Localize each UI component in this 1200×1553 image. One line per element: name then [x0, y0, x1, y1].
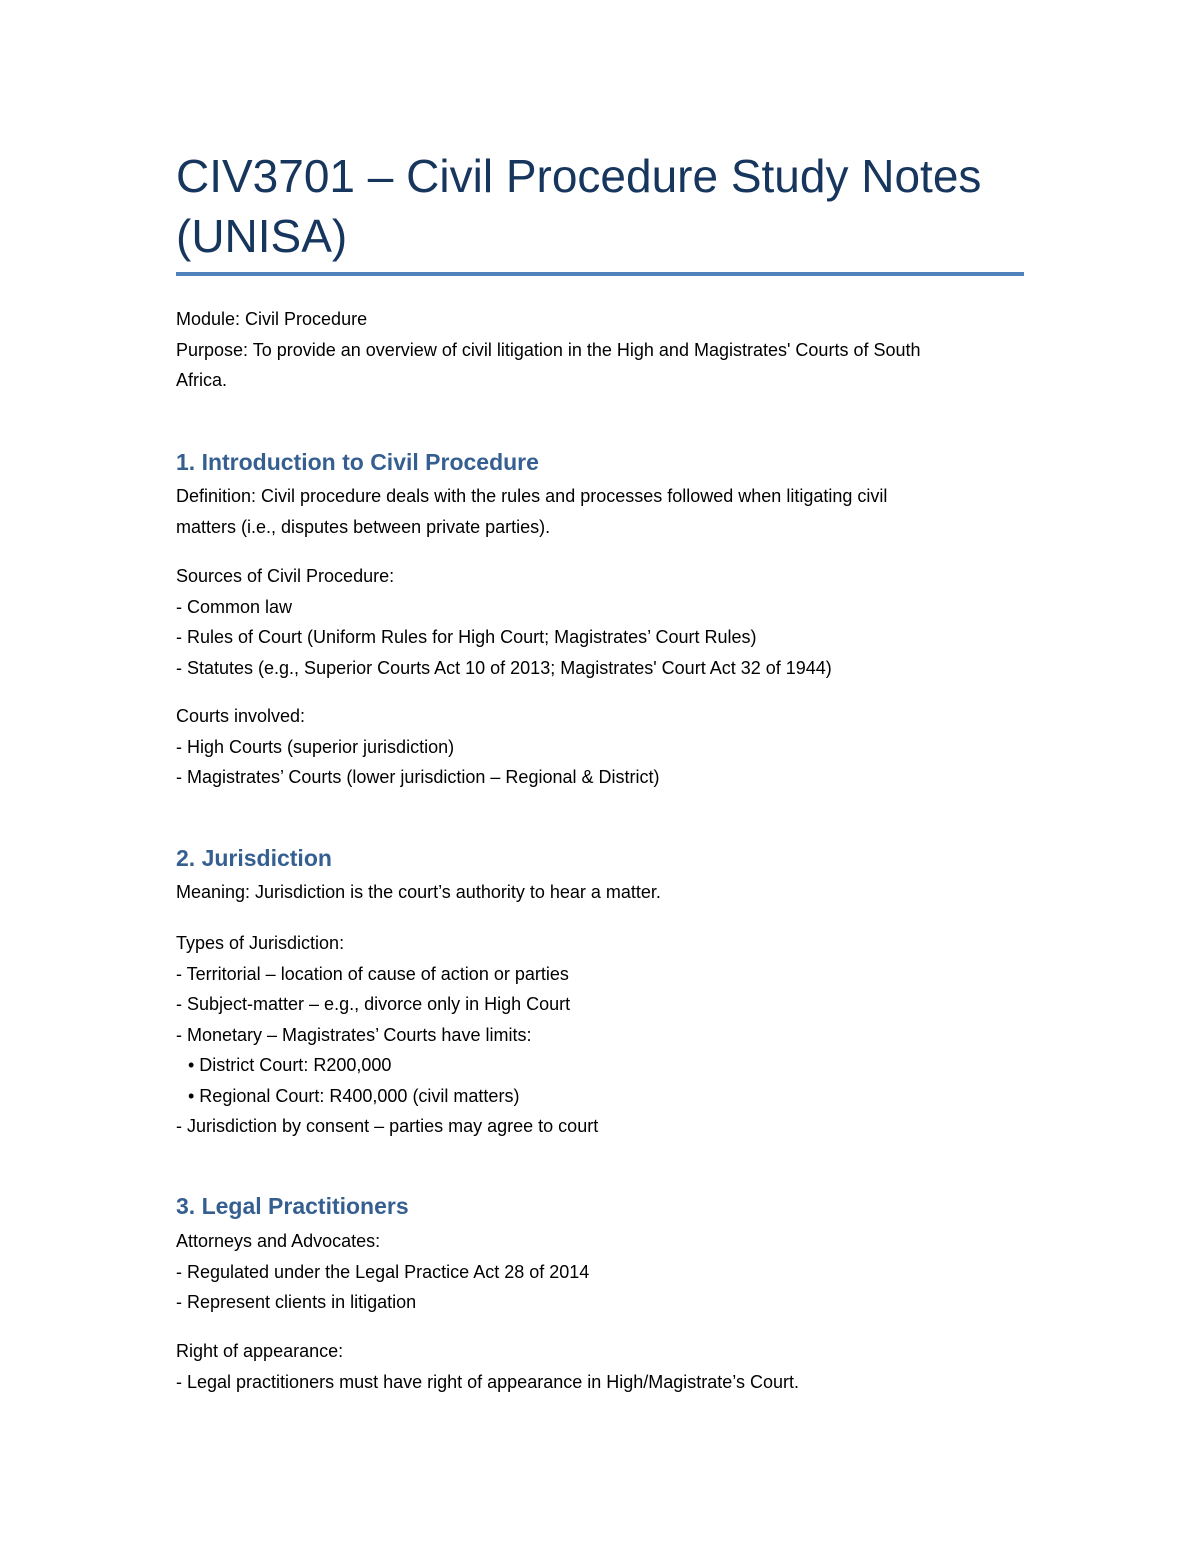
list-item: - Territorial – location of cause of action or parties	[176, 963, 569, 984]
purpose-line-2: Africa.	[176, 370, 228, 390]
section-2-types	[176, 928, 1024, 1142]
definition-line-2: matters (i.e., disputes between private parties).	[176, 516, 551, 537]
attorneys-label: Attorneys and Advocates:	[176, 1231, 381, 1251]
list-item: - Statutes (e.g., Superior Courts Act 10 of 2013; Magistrates' Court Act 32 of 1944)	[176, 657, 832, 678]
purpose-line-1: Purpose: To provide an overview of civil litigation in the High and Magistrates' Courts of South	[176, 339, 921, 360]
section-3-attorneys	[176, 1226, 1024, 1318]
list-item: - Legal practitioners must have right of appearance in High/Magistrate’s Court.	[176, 1371, 799, 1392]
section-1-definition	[176, 481, 1024, 542]
title-underline-rule	[176, 272, 1024, 276]
title-line-1: CIV3701 – Civil Procedure Study Notes	[176, 150, 982, 202]
title-line-2: (UNISA)	[176, 210, 348, 262]
list-item: - Regulated under the Legal Practice Act 28 of 2014	[176, 1261, 590, 1282]
section-2-heading: 2. Jurisdiction	[176, 845, 332, 871]
section-3-heading: 3. Legal Practitioners	[176, 1193, 409, 1219]
list-subitem: • Regional Court: R400,000 (civil matters)	[188, 1085, 520, 1106]
section-3-appearance	[176, 1336, 1024, 1397]
section-2-meaning	[176, 877, 1024, 908]
list-item: - Rules of Court (Uniform Rules for High Court; Magistrates’ Court Rules)	[176, 627, 757, 647]
courts-label: Courts involved:	[176, 706, 306, 726]
section-1-sources	[176, 561, 1024, 683]
module-line: Module: Civil Procedure	[176, 309, 368, 329]
list-item: - High Courts (superior jurisdiction)	[176, 736, 455, 757]
types-label: Types of Jurisdiction:	[176, 933, 345, 953]
definition-line-1: Definition: Civil procedure deals with the rules and processes followed when litigating civil	[176, 486, 888, 506]
list-item: - Common law	[176, 596, 293, 617]
list-subitem: • District Court: R200,000	[188, 1055, 392, 1075]
sources-label: Sources of Civil Procedure:	[176, 566, 395, 586]
document-title	[176, 146, 1024, 266]
appearance-label: Right of appearance:	[176, 1341, 344, 1361]
list-item: - Magistrates’ Courts (lower jurisdiction – Regional & District)	[176, 767, 660, 787]
section-1-heading: 1. Introduction to Civil Procedure	[176, 449, 539, 475]
meaning-line: Meaning: Jurisdiction is the court’s authority to hear a matter.	[176, 882, 661, 902]
list-item: - Represent clients in litigation	[176, 1292, 417, 1312]
list-item: - Monetary – Magistrates’ Courts have limits:	[176, 1024, 532, 1045]
document-page	[176, 0, 1024, 1553]
list-item: - Subject-matter – e.g., divorce only in High Court	[176, 994, 571, 1014]
list-item: - Jurisdiction by consent – parties may agree to court	[176, 1116, 599, 1136]
section-1-courts	[176, 701, 1024, 793]
module-info	[176, 304, 1024, 396]
